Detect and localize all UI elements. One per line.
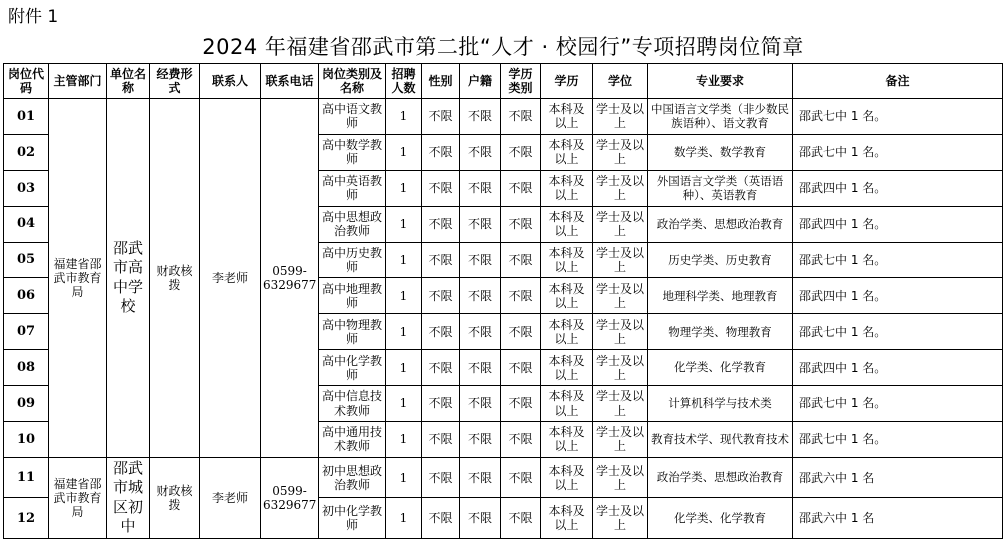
- recruitment-table: [3, 63, 1003, 539]
- position-name: 高中英语教师: [319, 170, 386, 206]
- edu-type-cell: 不限: [501, 170, 541, 206]
- remark-cell: 邵武七中 1 名。: [793, 314, 1003, 350]
- gender-cell: 不限: [422, 457, 460, 498]
- edu-type-cell: 不限: [501, 498, 541, 539]
- position-code: 06: [4, 278, 49, 314]
- unit-cell: 邵武市高中学校: [107, 99, 150, 458]
- edu-type-cell: 不限: [501, 350, 541, 386]
- gender-cell: 不限: [422, 99, 460, 135]
- position-name: 初中思想政治教师: [319, 457, 386, 498]
- degree-cell: 学士及以上: [593, 242, 648, 278]
- table-header-row: [4, 64, 1003, 99]
- education-cell: 本科及以上: [541, 422, 593, 458]
- education-cell: 本科及以上: [541, 350, 593, 386]
- position-code: 04: [4, 206, 49, 242]
- education-cell: 本科及以上: [541, 134, 593, 170]
- position-code: 02: [4, 134, 49, 170]
- degree-cell: 学士及以上: [593, 314, 648, 350]
- huji-cell: 不限: [460, 206, 501, 242]
- hire-count: 1: [386, 498, 422, 539]
- remark-cell: 邵武四中 1 名。: [793, 350, 1003, 386]
- remark-cell: 邵武七中 1 名。: [793, 99, 1003, 135]
- hire-count: 1: [386, 386, 422, 422]
- position-name: 高中历史教师: [319, 242, 386, 278]
- document-title: 2024 年福建省邵武市第二批“人才 · 校园行”专项招聘岗位简章: [202, 35, 804, 59]
- position-name: 高中思想政治教师: [319, 206, 386, 242]
- huji-cell: 不限: [460, 314, 501, 350]
- education-cell: 本科及以上: [541, 386, 593, 422]
- degree-cell: 学士及以上: [593, 206, 648, 242]
- education-cell: 本科及以上: [541, 242, 593, 278]
- position-code: 07: [4, 314, 49, 350]
- edu-type-cell: 不限: [501, 278, 541, 314]
- header-cell: 主管部门: [49, 64, 107, 99]
- hire-count: 1: [386, 457, 422, 498]
- huji-cell: 不限: [460, 242, 501, 278]
- position-name: 高中数学教师: [319, 134, 386, 170]
- funding-cell: 财政核拨: [150, 457, 200, 538]
- remark-cell: 邵武四中 1 名。: [793, 278, 1003, 314]
- major-cell: 数学类、数学教育: [648, 134, 793, 170]
- remark-cell: 邵武七中 1 名。: [793, 134, 1003, 170]
- education-cell: 本科及以上: [541, 170, 593, 206]
- header-cell: 岗位代码: [4, 64, 49, 99]
- hire-count: 1: [386, 278, 422, 314]
- position-code: 10: [4, 422, 49, 458]
- huji-cell: 不限: [460, 498, 501, 539]
- remark-cell: 邵武四中 1 名。: [793, 170, 1003, 206]
- header-cell: 联系电话: [261, 64, 319, 99]
- hire-count: 1: [386, 206, 422, 242]
- department-cell: 福建省邵武市教育局: [49, 99, 107, 458]
- huji-cell: 不限: [460, 350, 501, 386]
- position-name: 初中化学教师: [319, 498, 386, 539]
- major-cell: 政治学类、思想政治教育: [648, 457, 793, 498]
- huji-cell: 不限: [460, 386, 501, 422]
- phone-cell: 0599-6329677: [261, 457, 319, 538]
- header-cell: 招聘人数: [386, 64, 422, 99]
- huji-cell: 不限: [460, 99, 501, 135]
- contact-cell: 李老师: [200, 99, 261, 458]
- major-cell: 计算机科学与技术类: [648, 386, 793, 422]
- degree-cell: 学士及以上: [593, 134, 648, 170]
- major-cell: 政治学类、思想政治教育: [648, 206, 793, 242]
- edu-type-cell: 不限: [501, 99, 541, 135]
- header-cell: 备注: [793, 64, 1003, 99]
- education-cell: 本科及以上: [541, 314, 593, 350]
- attachment-label: 附件 1: [8, 7, 59, 27]
- degree-cell: 学士及以上: [593, 350, 648, 386]
- remark-cell: 邵武七中 1 名。: [793, 422, 1003, 458]
- position-code: 01: [4, 99, 49, 135]
- major-cell: 化学类、化学教育: [648, 498, 793, 539]
- gender-cell: 不限: [422, 134, 460, 170]
- edu-type-cell: 不限: [501, 242, 541, 278]
- huji-cell: 不限: [460, 134, 501, 170]
- header-cell: 学位: [593, 64, 648, 99]
- header-cell: 岗位类别及名称: [319, 64, 386, 99]
- position-code: 12: [4, 498, 49, 539]
- header-cell: 户籍: [460, 64, 501, 99]
- gender-cell: 不限: [422, 314, 460, 350]
- education-cell: 本科及以上: [541, 457, 593, 498]
- hire-count: 1: [386, 99, 422, 135]
- table-row: [4, 457, 1003, 498]
- contact-cell: 李老师: [200, 457, 261, 538]
- gender-cell: 不限: [422, 422, 460, 458]
- edu-type-cell: 不限: [501, 314, 541, 350]
- gender-cell: 不限: [422, 498, 460, 539]
- table-row: [4, 99, 1003, 135]
- edu-type-cell: 不限: [501, 134, 541, 170]
- position-code: 11: [4, 457, 49, 498]
- position-code: 09: [4, 386, 49, 422]
- position-code: 03: [4, 170, 49, 206]
- position-name: 高中物理教师: [319, 314, 386, 350]
- position-code: 05: [4, 242, 49, 278]
- remark-cell: 邵武六中 1 名: [793, 457, 1003, 498]
- huji-cell: 不限: [460, 457, 501, 498]
- degree-cell: 学士及以上: [593, 170, 648, 206]
- degree-cell: 学士及以上: [593, 498, 648, 539]
- remark-cell: 邵武四中 1 名。: [793, 206, 1003, 242]
- huji-cell: 不限: [460, 278, 501, 314]
- degree-cell: 学士及以上: [593, 386, 648, 422]
- degree-cell: 学士及以上: [593, 457, 648, 498]
- huji-cell: 不限: [460, 422, 501, 458]
- header-cell: 联系人: [200, 64, 261, 99]
- education-cell: 本科及以上: [541, 99, 593, 135]
- remark-cell: 邵武七中 1 名。: [793, 386, 1003, 422]
- major-cell: 物理学类、物理教育: [648, 314, 793, 350]
- hire-count: 1: [386, 350, 422, 386]
- gender-cell: 不限: [422, 386, 460, 422]
- education-cell: 本科及以上: [541, 278, 593, 314]
- gender-cell: 不限: [422, 278, 460, 314]
- header-cell: 学历类别: [501, 64, 541, 99]
- hire-count: 1: [386, 422, 422, 458]
- major-cell: 历史学类、历史教育: [648, 242, 793, 278]
- position-name: 高中化学教师: [319, 350, 386, 386]
- education-cell: 本科及以上: [541, 206, 593, 242]
- degree-cell: 学士及以上: [593, 278, 648, 314]
- department-cell: 福建省邵武市教育局: [49, 457, 107, 538]
- major-cell: 地理科学类、地理教育: [648, 278, 793, 314]
- remark-cell: 邵武七中 1 名。: [793, 242, 1003, 278]
- position-name: 高中地理教师: [319, 278, 386, 314]
- hire-count: 1: [386, 134, 422, 170]
- gender-cell: 不限: [422, 206, 460, 242]
- huji-cell: 不限: [460, 170, 501, 206]
- gender-cell: 不限: [422, 242, 460, 278]
- gender-cell: 不限: [422, 170, 460, 206]
- gender-cell: 不限: [422, 350, 460, 386]
- edu-type-cell: 不限: [501, 422, 541, 458]
- major-cell: 外国语言文学类（英语语种）、英语教育: [648, 170, 793, 206]
- edu-type-cell: 不限: [501, 386, 541, 422]
- position-code: 08: [4, 350, 49, 386]
- degree-cell: 学士及以上: [593, 422, 648, 458]
- remark-cell: 邵武六中 1 名: [793, 498, 1003, 539]
- header-cell: 专业要求: [648, 64, 793, 99]
- position-name: 高中通用技术教师: [319, 422, 386, 458]
- position-name: 高中语文教师: [319, 99, 386, 135]
- header-cell: 单位名称: [107, 64, 150, 99]
- edu-type-cell: 不限: [501, 206, 541, 242]
- header-cell: 学历: [541, 64, 593, 99]
- major-cell: 化学类、化学教育: [648, 350, 793, 386]
- funding-cell: 财政核拨: [150, 99, 200, 458]
- position-name: 高中信息技术教师: [319, 386, 386, 422]
- hire-count: 1: [386, 242, 422, 278]
- degree-cell: 学士及以上: [593, 99, 648, 135]
- hire-count: 1: [386, 314, 422, 350]
- phone-cell: 0599-6329677: [261, 99, 319, 458]
- major-cell: 教育技术学、现代教育技术: [648, 422, 793, 458]
- header-cell: 性别: [422, 64, 460, 99]
- education-cell: 本科及以上: [541, 498, 593, 539]
- edu-type-cell: 不限: [501, 457, 541, 498]
- header-cell: 经费形式: [150, 64, 200, 99]
- hire-count: 1: [386, 170, 422, 206]
- unit-cell: 邵武市城区初中: [107, 457, 150, 538]
- major-cell: 中国语言文学类（非少数民族语种）、语文教育: [648, 99, 793, 135]
